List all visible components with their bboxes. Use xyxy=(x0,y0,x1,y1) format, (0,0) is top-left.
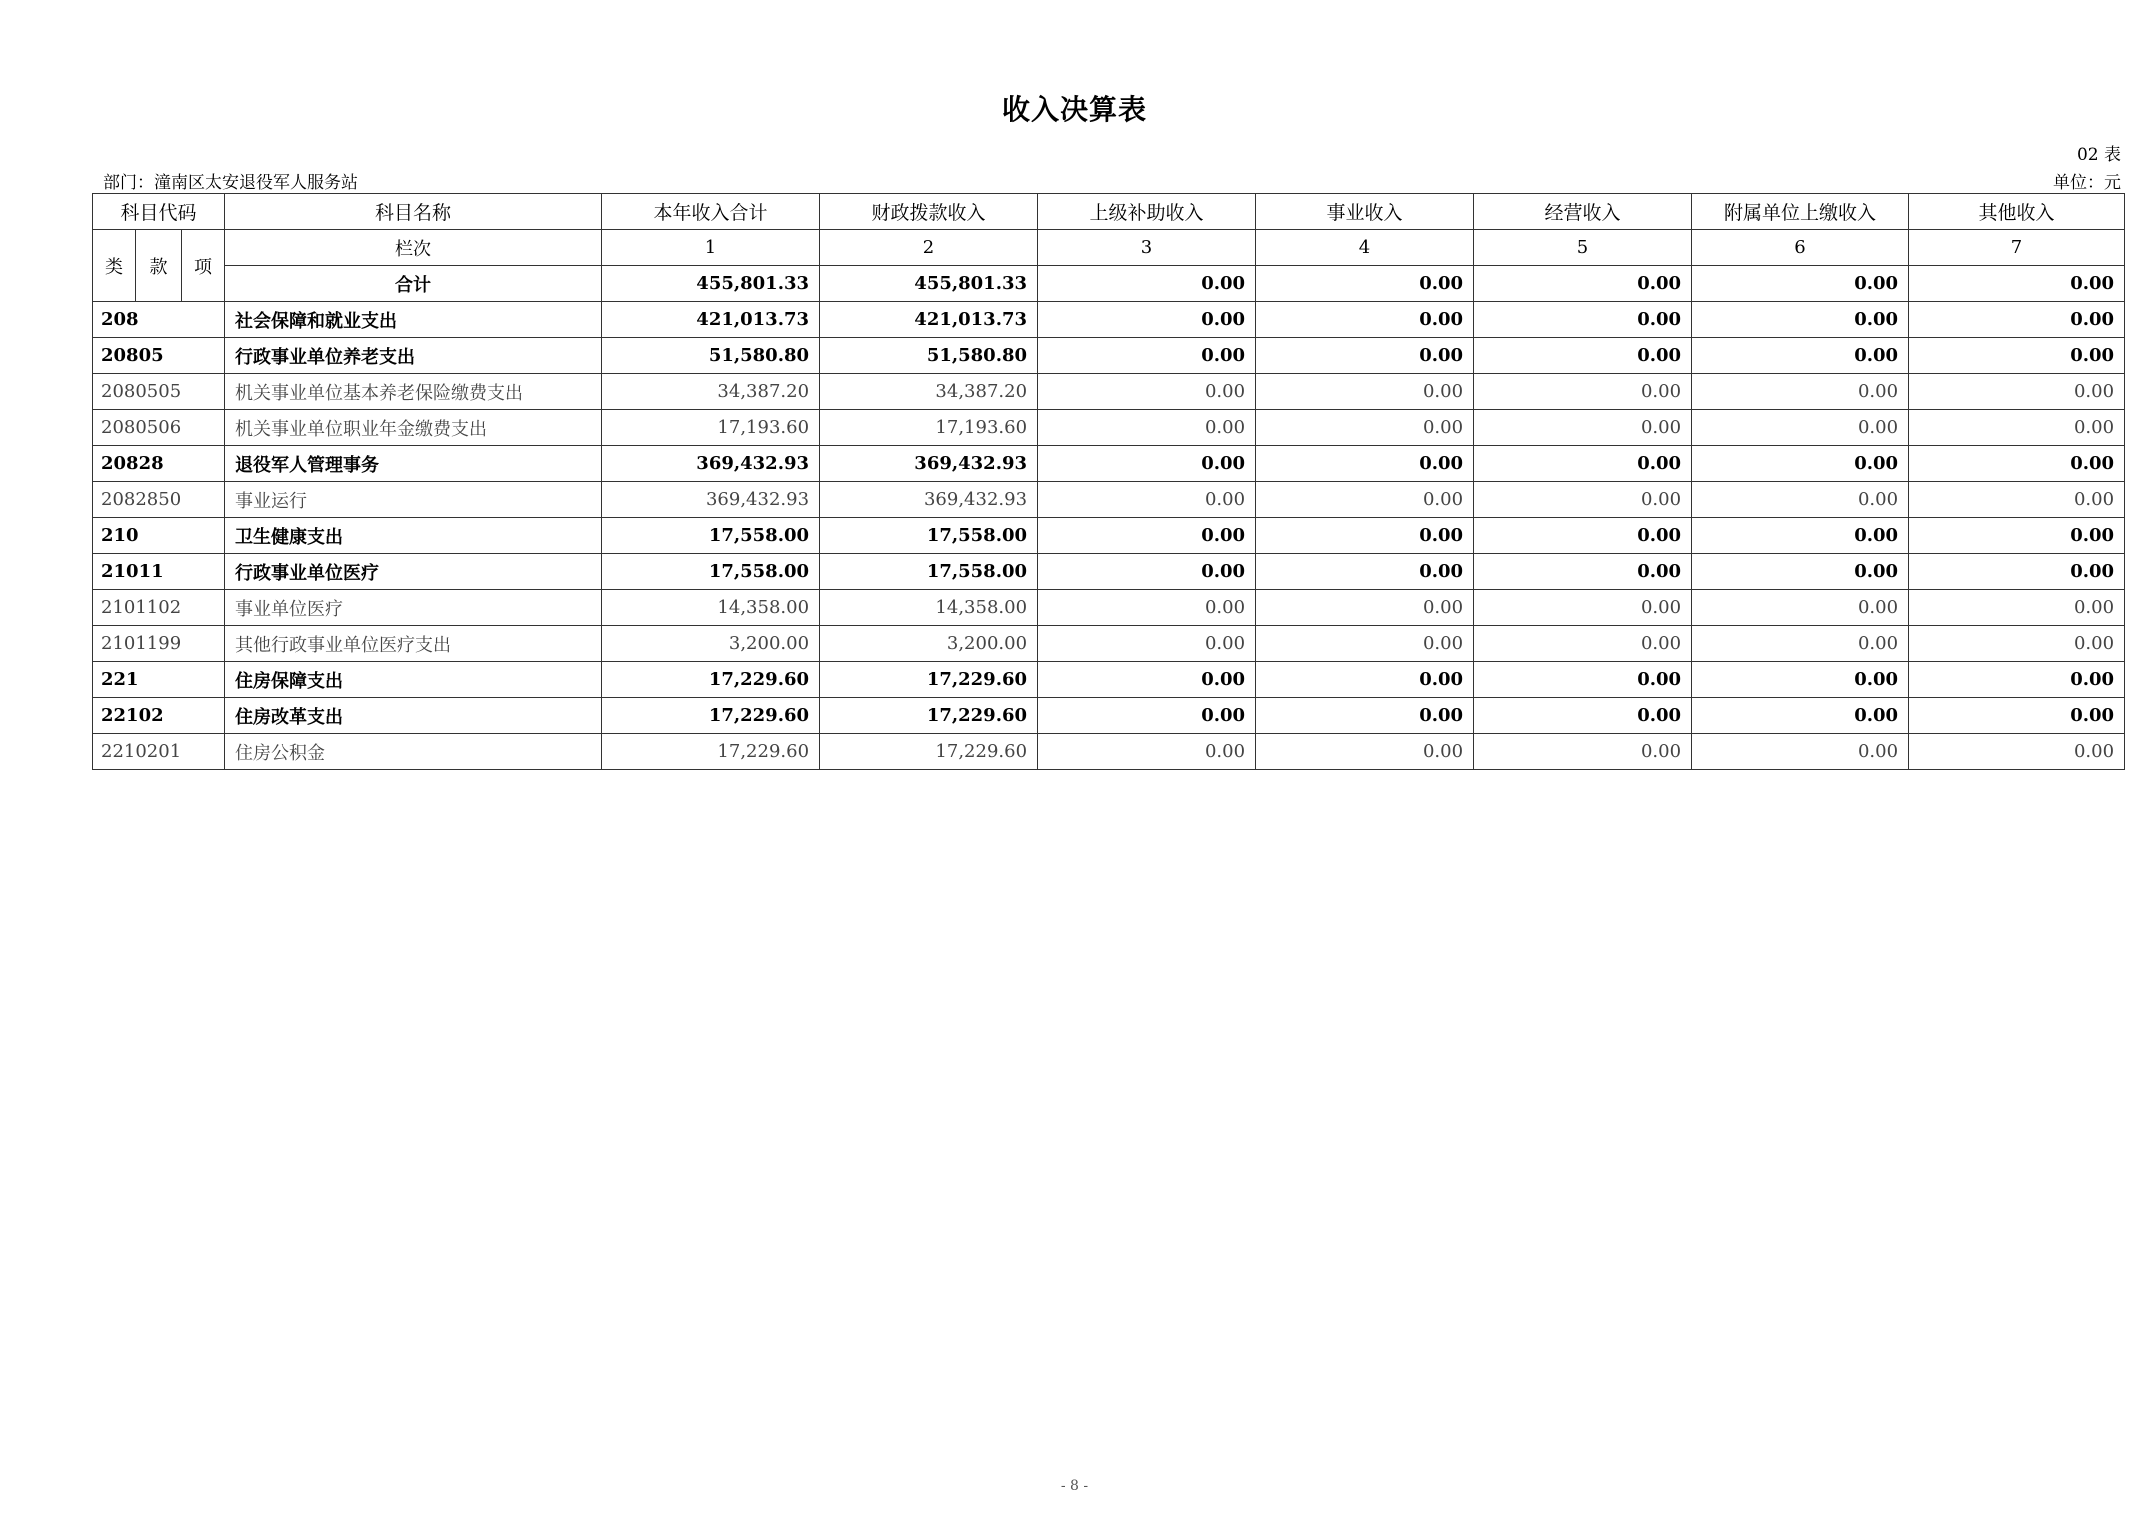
form-number: 02 表 xyxy=(2076,145,2121,165)
table-row xyxy=(93,698,2125,734)
row-value: 0.00 xyxy=(1692,662,1909,698)
row-value: 34,387.20 xyxy=(602,374,820,410)
row-value: 0.00 xyxy=(1256,338,1474,374)
row-code: 2101102 xyxy=(93,590,225,626)
total-value: 0.00 xyxy=(1256,266,1474,302)
row-name: 退役军人管理事务 xyxy=(225,446,602,482)
row-value: 0.00 xyxy=(1038,338,1256,374)
row-value: 17,558.00 xyxy=(820,554,1038,590)
row-value: 0.00 xyxy=(1256,302,1474,338)
table-row xyxy=(93,662,2125,698)
table-row xyxy=(93,446,2125,482)
table-row xyxy=(93,518,2125,554)
total-value: 455,801.33 xyxy=(820,266,1038,302)
row-value: 0.00 xyxy=(1692,698,1909,734)
row-value: 0.00 xyxy=(1474,662,1692,698)
row-value: 0.00 xyxy=(1256,554,1474,590)
income-table xyxy=(92,193,2125,770)
row-value: 17,558.00 xyxy=(602,518,820,554)
row-value: 0.00 xyxy=(1474,518,1692,554)
row-value: 0.00 xyxy=(1038,410,1256,446)
lanci-5: 5 xyxy=(1474,230,1692,266)
table-row xyxy=(93,554,2125,590)
row-value: 0.00 xyxy=(1474,446,1692,482)
row-name: 住房公积金 xyxy=(225,734,602,770)
row-code: 20805 xyxy=(93,338,225,374)
header-col5: 经营收入 xyxy=(1474,194,1692,230)
row-value: 0.00 xyxy=(1256,410,1474,446)
header-xiang: 项 xyxy=(182,230,225,302)
header-col2: 财政拨款收入 xyxy=(820,194,1038,230)
header-col3: 上级补助收入 xyxy=(1038,194,1256,230)
row-value: 0.00 xyxy=(1474,554,1692,590)
row-value: 0.00 xyxy=(1256,626,1474,662)
row-value: 0.00 xyxy=(1909,554,2125,590)
row-value: 0.00 xyxy=(1038,662,1256,698)
row-value: 0.00 xyxy=(1909,338,2125,374)
header-name: 科目名称 xyxy=(225,194,602,230)
row-code: 208 xyxy=(93,302,225,338)
header-kuan: 款 xyxy=(136,230,182,302)
row-value: 0.00 xyxy=(1038,446,1256,482)
row-value: 0.00 xyxy=(1909,302,2125,338)
row-value: 369,432.93 xyxy=(820,446,1038,482)
row-value: 0.00 xyxy=(1038,590,1256,626)
row-value: 0.00 xyxy=(1692,374,1909,410)
row-code: 2082850 xyxy=(93,482,225,518)
row-value: 0.00 xyxy=(1909,698,2125,734)
row-name: 事业运行 xyxy=(225,482,602,518)
row-code: 2101199 xyxy=(93,626,225,662)
row-value: 0.00 xyxy=(1692,410,1909,446)
row-code: 21011 xyxy=(93,554,225,590)
table-row xyxy=(93,482,2125,518)
row-name: 住房保障支出 xyxy=(225,662,602,698)
header-col6: 附属单位上缴收入 xyxy=(1692,194,1909,230)
row-value: 17,229.60 xyxy=(820,662,1038,698)
row-value: 0.00 xyxy=(1909,518,2125,554)
total-value: 0.00 xyxy=(1474,266,1692,302)
row-value: 0.00 xyxy=(1909,482,2125,518)
row-value: 17,193.60 xyxy=(602,410,820,446)
row-value: 0.00 xyxy=(1692,626,1909,662)
row-value: 369,432.93 xyxy=(602,446,820,482)
row-value: 421,013.73 xyxy=(820,302,1038,338)
row-value: 0.00 xyxy=(1474,626,1692,662)
row-value: 0.00 xyxy=(1256,446,1474,482)
total-value: 455,801.33 xyxy=(602,266,820,302)
header-row xyxy=(93,194,2125,230)
page-title: 收入决算表 xyxy=(1001,93,1147,126)
total-row xyxy=(93,266,2125,302)
row-value: 0.00 xyxy=(1692,518,1909,554)
row-name: 行政事业单位养老支出 xyxy=(225,338,602,374)
row-value: 3,200.00 xyxy=(820,626,1038,662)
row-name: 机关事业单位职业年金缴费支出 xyxy=(225,410,602,446)
row-value: 0.00 xyxy=(1256,662,1474,698)
row-value: 0.00 xyxy=(1474,302,1692,338)
row-value: 34,387.20 xyxy=(820,374,1038,410)
row-value: 0.00 xyxy=(1256,734,1474,770)
row-value: 0.00 xyxy=(1474,698,1692,734)
row-value: 0.00 xyxy=(1909,590,2125,626)
lanci-row xyxy=(93,230,2125,266)
row-name: 卫生健康支出 xyxy=(225,518,602,554)
row-name: 行政事业单位医疗 xyxy=(225,554,602,590)
total-label: 合计 xyxy=(225,266,602,302)
row-value: 0.00 xyxy=(1038,482,1256,518)
header-col1: 本年收入合计 xyxy=(602,194,820,230)
lanci-1: 1 xyxy=(602,230,820,266)
row-value: 0.00 xyxy=(1474,410,1692,446)
table-row xyxy=(93,590,2125,626)
row-value: 0.00 xyxy=(1038,554,1256,590)
row-value: 0.00 xyxy=(1256,374,1474,410)
row-code: 20828 xyxy=(93,446,225,482)
row-code: 2080506 xyxy=(93,410,225,446)
table-row xyxy=(93,410,2125,446)
row-name: 其他行政事业单位医疗支出 xyxy=(225,626,602,662)
row-value: 0.00 xyxy=(1474,734,1692,770)
row-value: 0.00 xyxy=(1692,338,1909,374)
row-value: 14,358.00 xyxy=(602,590,820,626)
row-value: 0.00 xyxy=(1692,554,1909,590)
row-value: 0.00 xyxy=(1038,626,1256,662)
row-value: 3,200.00 xyxy=(602,626,820,662)
unit-label: 单位：元 xyxy=(2053,173,2121,193)
row-value: 0.00 xyxy=(1256,518,1474,554)
page-number: - 8 - xyxy=(1060,1478,1089,1494)
row-value: 17,558.00 xyxy=(602,554,820,590)
table-row xyxy=(93,374,2125,410)
row-value: 14,358.00 xyxy=(820,590,1038,626)
row-value: 421,013.73 xyxy=(602,302,820,338)
row-value: 0.00 xyxy=(1038,698,1256,734)
header-lei: 类 xyxy=(93,230,136,302)
total-value: 0.00 xyxy=(1038,266,1256,302)
lanci-3: 3 xyxy=(1038,230,1256,266)
total-value: 0.00 xyxy=(1692,266,1909,302)
row-code: 2210201 xyxy=(93,734,225,770)
row-value: 0.00 xyxy=(1474,482,1692,518)
lanci-7: 7 xyxy=(1909,230,2125,266)
row-value: 51,580.80 xyxy=(820,338,1038,374)
department-label: 部门：潼南区太安退役军人服务站 xyxy=(103,173,358,193)
row-code: 22102 xyxy=(93,698,225,734)
row-value: 0.00 xyxy=(1909,734,2125,770)
table-row xyxy=(93,338,2125,374)
row-value: 0.00 xyxy=(1256,698,1474,734)
row-name: 住房改革支出 xyxy=(225,698,602,734)
row-value: 0.00 xyxy=(1256,590,1474,626)
header-col4: 事业收入 xyxy=(1256,194,1474,230)
table-row xyxy=(93,626,2125,662)
row-code: 2080505 xyxy=(93,374,225,410)
lanci-2: 2 xyxy=(820,230,1038,266)
row-value: 17,229.60 xyxy=(602,734,820,770)
row-value: 0.00 xyxy=(1909,410,2125,446)
row-value: 0.00 xyxy=(1909,626,2125,662)
row-value: 17,193.60 xyxy=(820,410,1038,446)
row-value: 17,229.60 xyxy=(602,698,820,734)
row-value: 17,229.60 xyxy=(820,734,1038,770)
lanci-label: 栏次 xyxy=(225,230,602,266)
row-value: 0.00 xyxy=(1692,302,1909,338)
total-value: 0.00 xyxy=(1909,266,2125,302)
table-row xyxy=(93,302,2125,338)
row-value: 369,432.93 xyxy=(602,482,820,518)
row-value: 0.00 xyxy=(1474,374,1692,410)
row-value: 0.00 xyxy=(1038,518,1256,554)
row-value: 0.00 xyxy=(1909,662,2125,698)
row-value: 17,558.00 xyxy=(820,518,1038,554)
row-name: 社会保障和就业支出 xyxy=(225,302,602,338)
row-value: 51,580.80 xyxy=(602,338,820,374)
row-value: 0.00 xyxy=(1909,374,2125,410)
row-value: 17,229.60 xyxy=(602,662,820,698)
lanci-4: 4 xyxy=(1256,230,1474,266)
row-name: 事业单位医疗 xyxy=(225,590,602,626)
row-value: 17,229.60 xyxy=(820,698,1038,734)
row-name: 机关事业单位基本养老保险缴费支出 xyxy=(225,374,602,410)
row-value: 0.00 xyxy=(1038,734,1256,770)
row-value: 0.00 xyxy=(1474,590,1692,626)
header-col7: 其他收入 xyxy=(1909,194,2125,230)
row-value: 0.00 xyxy=(1256,482,1474,518)
row-value: 369,432.93 xyxy=(820,482,1038,518)
table-row xyxy=(93,734,2125,770)
row-value: 0.00 xyxy=(1038,302,1256,338)
header-code: 科目代码 xyxy=(93,194,225,230)
row-code: 210 xyxy=(93,518,225,554)
lanci-6: 6 xyxy=(1692,230,1909,266)
row-value: 0.00 xyxy=(1909,446,2125,482)
row-value: 0.00 xyxy=(1692,734,1909,770)
row-code: 221 xyxy=(93,662,225,698)
row-value: 0.00 xyxy=(1474,338,1692,374)
row-value: 0.00 xyxy=(1692,590,1909,626)
row-value: 0.00 xyxy=(1692,446,1909,482)
row-value: 0.00 xyxy=(1038,374,1256,410)
row-value: 0.00 xyxy=(1692,482,1909,518)
